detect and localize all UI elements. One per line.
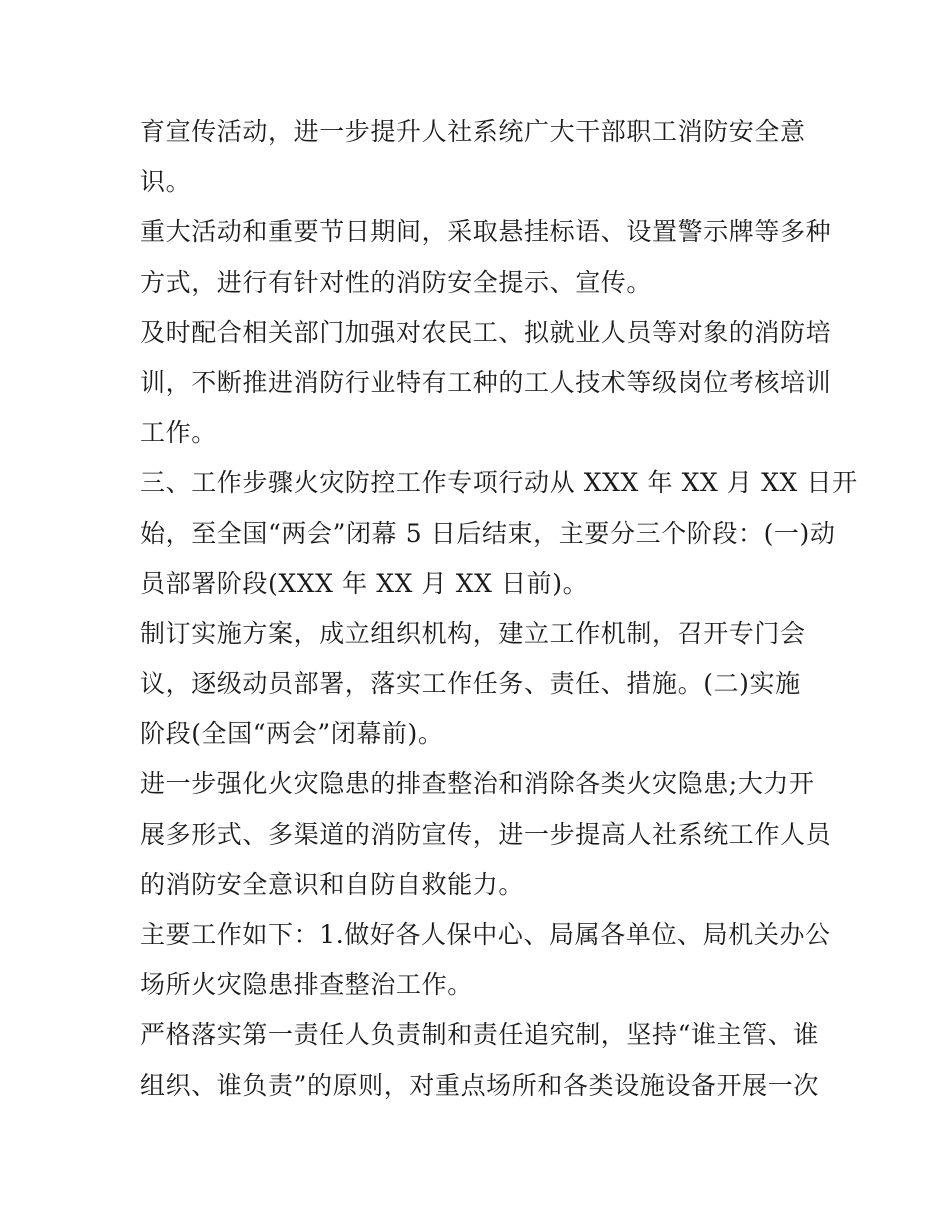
text-line: 的消防安全意识和自防自救能力。: [140, 869, 525, 899]
text-line: 组织、谁负责”的原则，对重点场所和各类设施设备开展一次: [140, 1070, 819, 1100]
text-line: 工作。: [140, 418, 217, 448]
text-line: 三、工作步骤火灾防控工作专项行动从 XXX 年 XX 月 XX 日开: [140, 468, 858, 498]
text-line: 阶段(全国“两会”闭幕前)。: [140, 719, 444, 749]
text-line: 制订实施方案，成立组织机构，建立工作机制，召开专门会: [140, 618, 806, 648]
text-line: 重大活动和重要节日期间，采取悬挂标语、设置警示牌等多种: [140, 217, 832, 247]
text-line: 场所火灾隐患排查整治工作。: [140, 970, 473, 1000]
text-line: 识。: [140, 167, 192, 197]
text-line: 员部署阶段(XXX 年 XX 月 XX 日前)。: [140, 568, 589, 598]
document-body: [140, 107, 858, 1111]
text-line: 主要工作如下：1.做好各人保中心、局属各单位、局机关办公: [140, 920, 831, 949]
text-line: 进一步强化火灾隐患的排查整治和消除各类火灾隐患;大力开: [140, 769, 815, 799]
text-line: 及时配合相关部门加强对农民工、拟就业人员等对象的消防培: [140, 317, 832, 347]
text-line: 严格落实第一责任人负责制和责任追究制，坚持“谁主管、谁: [140, 1020, 819, 1050]
text-line: 始，至全国“两会”闭幕 5 日后结束，主要分三个阶段：(一)动: [140, 518, 836, 548]
text-line: 训，不断推进消防行业特有工种的工人技术等级岗位考核培训: [140, 367, 832, 397]
text-line: 议，逐级动员部署，落实工作任务、责任、措施。(二)实施: [140, 669, 801, 699]
text-line: 展多形式、多渠道的消防宣传，进一步提高人社系统工作人员: [140, 819, 832, 849]
text-line: 方式，进行有针对性的消防安全提示、宣传。: [140, 267, 653, 297]
text-line: 育宣传活动，进一步提升人社系统广大干部职工消防安全意: [140, 117, 806, 146]
